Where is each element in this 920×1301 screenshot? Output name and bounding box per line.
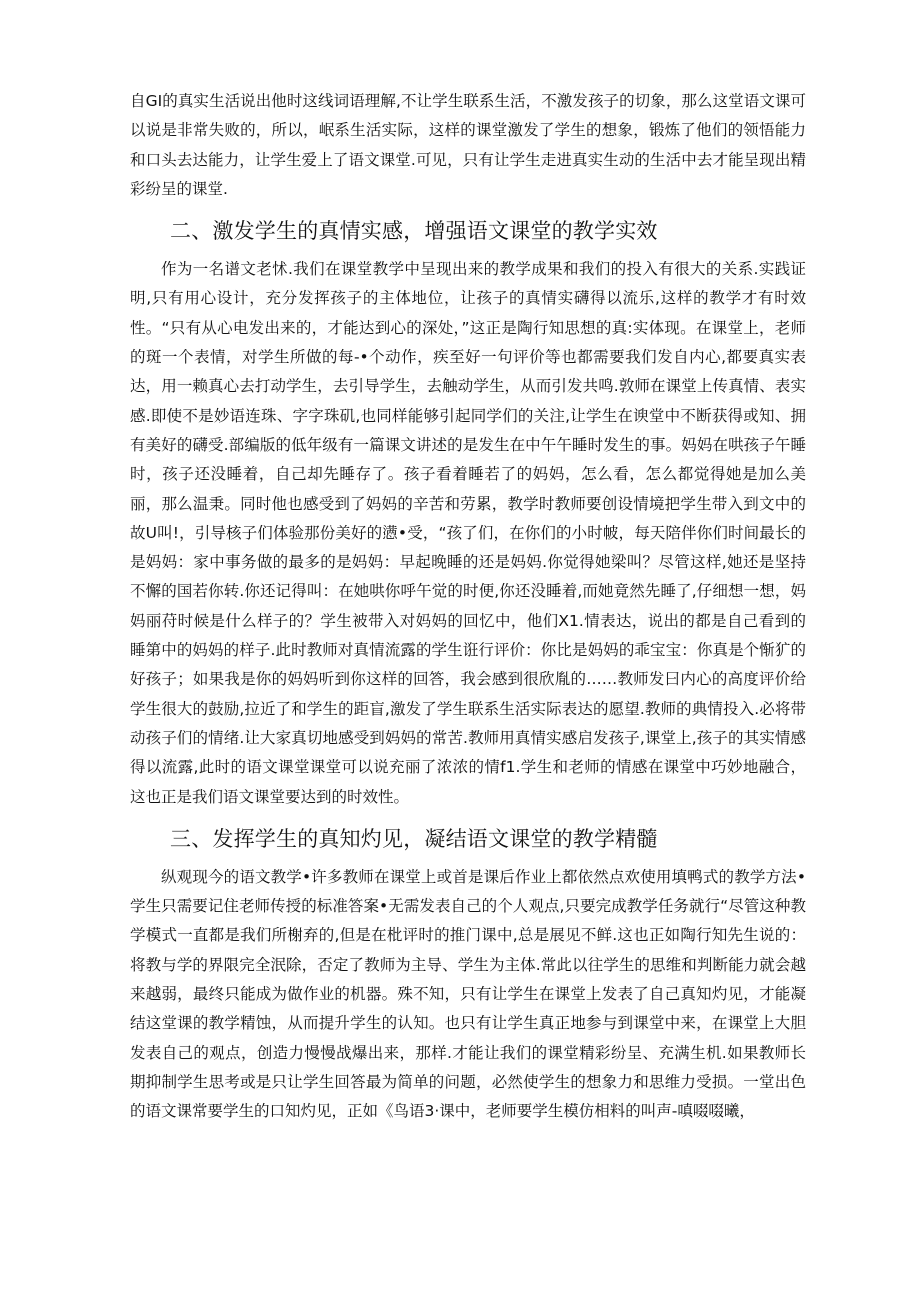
section-2-paragraph: 作为一名谱文老怵.我们在课堂教学中呈现出来的教学成果和我们的投入有很大的关系.实践证明,只有用心设计，充分发挥孩子的主体地位，让孩子的真情实礴得以流乐,这样的教学才有时效性。“只有从心电发出来的，才能达到心的深处，”这正是陶行知思想的真:实体现。在课堂上，老师的斑一个表情，对学生所做的每-•个动作，疾至好一句评价等也都需要我们发自内心,都要真实表达，用一赖真心去打动学生，去引导学生，去触动学生，从而引发共鸣.敦师在课堂上传真情、表实感.即使不是妙语连珠、字字珠矶,也同样能够引起同学们的关注,让学生在谀堂中不断获得或知、拥有美好的礴受.部编版的低年级有一篇课文讲述的是发生在中午午睡时发生的事。妈妈在哄孩子午睡时，孩子还没睡着，自己却先睡存了。孩子看着睡若了的妈妈，怎么看，怎么都觉得她是加么美丽，那么温秉。同时他也感受到了妈妈的辛苦和劳累，教学时教师要创设情境把学生带入到文中的故U叫!，引导核子们体验那份美好的懑•受，“孩了们，在你们的小时帔，每天陪伴你们时间最长的是妈妈：家中事务做的最多的是妈妈：早起晚睡的还是妈妈.你觉得她梁叫？尽管这样,她还是坚持不懈的国若你转.你还记得叫：在她哄你呼午觉的时便,你还没睡着,而她竟然先睡了,仔细想一想，妈妈丽苻时候是什么样子的？学生被带入对妈妈的回忆中，他们X1.情表达，说出的都是自己看到的睡第中的妈妈的样子.此时教师对真情流露的学生诳行评价：你比是妈妈的乖宝宝：你真是个惭犷的好孩子；如果我是你的妈妈听到你这样的回答，我会感到很欣胤的……教师发曰内心的高度评价给学生很大的鼓励,拉近了和学生的距盲,激发了学生联系生活实际表达的愿望.教师的典情投入.必将带动孩子们的情绪.让大家真切地感受到妈妈的常苦.教师用真情实感启发孩子,课堂上,孩子的其实情感得以流露,此时的语文课堂课堂可以说充丽了浓浓的情f1.学生和老师的情感在课堂中巧妙地融合，这也正是我们语文课堂要达到的时效性。	[130, 260, 806, 806]
section-heading-2: 二、激发学生的真情实感，增强语文课堂的教学实效	[170, 219, 658, 244]
intro-paragraph: 自GI的真实生活说出他时这线词语理解,不让学生联系生活，不激发孩子的切象，那么这堂语文课可以说是非常失败的，所以，岷系生活实际，这样的课堂激发了学生的想象，锻炼了他们的领悟能力和口头去达能力，让学生爱上了语文课堂.可见，只有让学生走进真实生动的生活中去才能呈现出精彩纷呈的课堂.	[130, 92, 806, 198]
section-heading-3: 三、发挥学生的真知灼见，凝结语文课堂的教学精髓	[170, 826, 658, 851]
section-3-paragraph: 纵观现今的语文教学•许多教师在课堂上或首是课后作业上都依然点欢使用填鸭式的教学方法•学生只需要记住老师传授的标准答案•无需发表自己的个人观点,只要完成教学任务就行“尽管这种教学模式一直都是我们所榭弃的,但是在枇评时的推门课中,总是展见不鲜.这也正如陶行知先生说的：将教与学的界限完全泯除，否定了教师为主导、学生为主体.常此以往学生的思维和判断能力就会越来越弱，最终只能成为做作业的机器。殊不知，只有让学生在课堂上发表了自己真知灼见，才能凝结这堂课的教学精蚀，从而提升学生的认知。也只有让学生真正地参与到课堂中来，在课堂上大胆发表自己的观点，创造力慢慢战爆出来，那样.才能让我们的课堂精彩纷呈、充满生机.如果教师长期抑制学生思考或是只让学生回答最为简单的问题，必然使学生的想象力和思维力受损。一堂出色的语文课常要学生的口知灼见，正如《鸟语3·课中，老师要学生模仿相料的叫声-嗔啜啜曦，	[130, 867, 806, 1121]
document-page	[130, 87, 806, 1127]
